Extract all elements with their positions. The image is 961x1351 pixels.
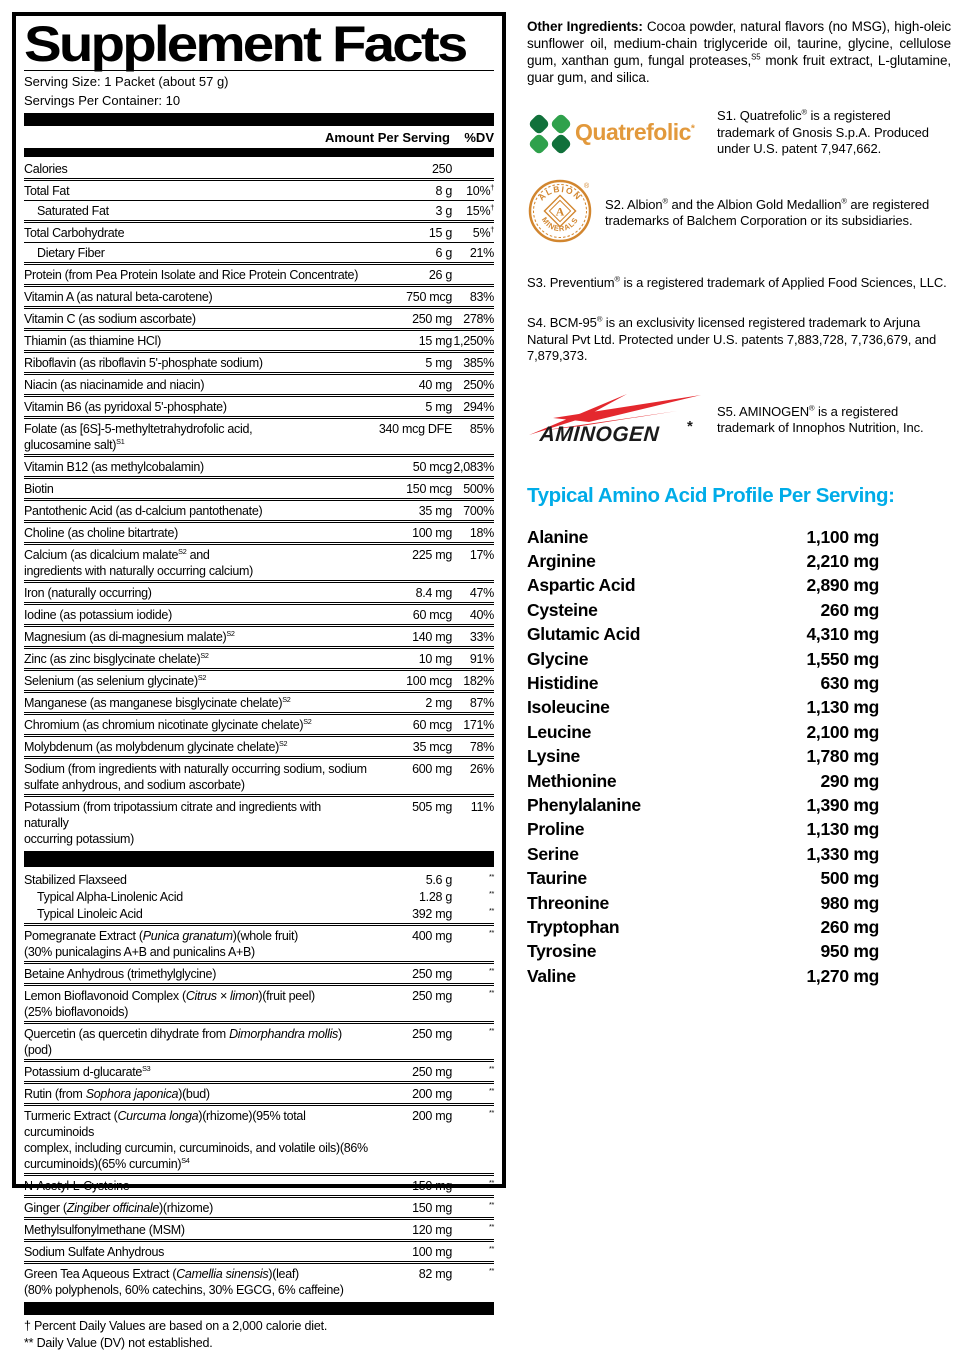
divider-bar [24, 148, 494, 157]
nutrient-amount: 250 mg [372, 966, 452, 982]
nutrient-amount: 100 mg [372, 525, 452, 541]
nutrient-amount: 150 mg [372, 1200, 452, 1216]
trademark-s5-text: S5. AMINOGEN® is a registered trademark of Innophos Nutrition, Inc. [717, 404, 951, 437]
servings-per-container: Servings Per Container: 10 [24, 93, 494, 109]
amino-value: 4,310 mg [806, 622, 879, 646]
amino-value: 1,270 mg [806, 964, 879, 988]
nutrient-name: Pantothenic Acid (as d-calcium pantothenate) [24, 503, 372, 519]
nutrient-name: Vitamin C (as sodium ascorbate) [24, 311, 372, 327]
nutrient-dv: 171% [452, 717, 494, 733]
amino-value: 2,100 mg [806, 720, 879, 744]
nutrient-dv: 33% [452, 629, 494, 645]
nutrient-name: Rutin (from Sophora japonica)(bud) [24, 1086, 372, 1102]
nutrient-row [24, 624, 494, 646]
serving-size: Serving Size: 1 Packet (about 57 g) [24, 74, 494, 90]
nutrient-amount: 100 mg [372, 1244, 452, 1260]
nutrient-row [24, 923, 494, 961]
amino-row [527, 891, 879, 915]
nutrient-dv: ** [452, 1108, 494, 1172]
nutrient-dv: 500% [452, 481, 494, 497]
amino-row [527, 573, 879, 597]
aminogen-asterisk: * [687, 418, 693, 435]
nutrient-name: Biotin [24, 481, 372, 497]
amino-value: 1,550 mg [806, 647, 879, 671]
amino-name: Aspartic Acid [527, 573, 806, 597]
amino-name: Tyrosine [527, 939, 820, 963]
nutrient-amount: 40 mg [372, 377, 452, 393]
amino-value: 290 mg [820, 769, 879, 793]
nutrient-amount: 505 mg [372, 799, 452, 847]
nutrient-amount: 250 mg [372, 1064, 452, 1080]
nutrient-dv: 2,083% [452, 459, 494, 475]
nutrient-name: Riboflavin (as riboflavin 5'-phosphate sodium) [24, 355, 372, 371]
footnote-dv-not-established: ** Daily Value (DV) not established. [24, 1335, 494, 1351]
nutrient-name: N-Acetyl-L-Cysteine [24, 1178, 372, 1194]
nutrient-dv: ** [452, 1244, 494, 1260]
aminogen-wordmark: AMINOGEN [538, 423, 660, 446]
nutrient-amount: 35 mg [372, 503, 452, 519]
nutrient-name: Vitamin A (as natural beta-carotene) [24, 289, 372, 305]
nutrient-dv: ** [452, 1200, 494, 1216]
nutrient-name: Molybdenum (as molybdenum glycinate chelate)$^{S2}$ [24, 739, 372, 755]
nutrient-row [24, 372, 494, 394]
nutrient-dv: 40% [452, 607, 494, 623]
amino-name: Valine [527, 964, 806, 988]
trademark-s3-block [527, 275, 951, 292]
nutrient-row [24, 1261, 494, 1299]
nutrient-amount: 400 mg [372, 928, 452, 960]
right-column [527, 14, 951, 988]
trademark-s1-block [527, 108, 951, 158]
albion-registered-mark: ® [584, 182, 590, 190]
amino-row [527, 720, 879, 744]
nutrient-dv: ** [452, 1178, 494, 1194]
amino-row [527, 671, 879, 695]
trademark-s1-text: S1. Quatrefolic® is a registered trademark of Gnosis S.p.A. Produced under U.S. patent 7,947,662. [717, 108, 951, 158]
nutrient-amount: 15 mg [372, 333, 452, 349]
nutrient-amount: 200 mg [372, 1086, 452, 1102]
nutrient-row [24, 1081, 494, 1103]
amino-value: 1,780 mg [806, 744, 879, 768]
nutrient-dv: ** [452, 928, 494, 960]
nutrient-name: Selenium (as selenium glycinate)$^{S2}$ [24, 673, 372, 689]
nutrient-dv: 26% [452, 761, 494, 793]
nutrient-name: Total Carbohydrate [24, 225, 372, 241]
amino-name: Histidine [527, 671, 820, 695]
nutrient-dv: 5%† [452, 225, 494, 241]
amino-value: 1,130 mg [806, 695, 879, 719]
nutrient-row [24, 1195, 494, 1217]
amino-name: Glycine [527, 647, 806, 671]
nutrient-row [24, 983, 494, 1021]
nutrient-row [24, 350, 494, 372]
nutrient-table-section-2 [24, 870, 494, 1299]
nutrient-amount: 3 g [372, 203, 452, 219]
amino-value: 1,130 mg [806, 817, 879, 841]
nutrient-name: Thiamin (as thiamine HCl) [24, 333, 372, 349]
nutrient-row [24, 668, 494, 690]
nutrient-row [24, 542, 494, 580]
amino-value: 950 mg [820, 939, 879, 963]
column-header-spacer [24, 130, 290, 145]
trademark-s2-block [527, 178, 951, 249]
amino-value: 500 mg [820, 866, 879, 890]
nutrient-amount: 225 mg [372, 547, 452, 579]
amino-name: Cysteine [527, 598, 820, 622]
nutrient-name: Calcium (as dicalcium malate$^{S2}$ and ingredients with naturally occurring calcium) [24, 547, 372, 579]
nutrient-name: Saturated Fat [24, 203, 372, 219]
amino-value: 260 mg [820, 598, 879, 622]
nutrient-amount: 5 mg [372, 355, 452, 371]
column-header-dv: %DV [450, 130, 494, 145]
amino-row [527, 964, 879, 988]
other-ingredients [527, 18, 951, 86]
nutrient-amount: 340 mcg DFE [372, 421, 452, 453]
amino-value: 2,890 mg [806, 573, 879, 597]
nutrient-name: Total Fat [24, 183, 372, 199]
amino-name: Taurine [527, 866, 820, 890]
nutrient-dv: 18% [452, 525, 494, 541]
amino-row [527, 769, 879, 793]
nutrient-row [24, 734, 494, 756]
nutrient-dv: ** [452, 1026, 494, 1058]
nutrient-row [24, 794, 494, 848]
supplement-facts-panel [12, 12, 506, 1188]
nutrient-amount: 82 mg [372, 1266, 452, 1298]
nutrient-name: Potassium d-glucarate$^{S3}$ [24, 1064, 372, 1080]
nutrient-row [24, 1059, 494, 1081]
trademark-s4-block [527, 315, 951, 365]
nutrient-name: Pomegranate Extract (Punica granatum)(whole fruit) (30% punicalagins A+B and punicalins A+B) [24, 928, 372, 960]
nutrient-dv: 385% [452, 355, 494, 371]
nutrient-row [24, 220, 494, 242]
nutrient-row [24, 520, 494, 542]
nutrient-row [24, 1239, 494, 1261]
nutrient-dv: 278% [452, 311, 494, 327]
amino-row [527, 842, 879, 866]
nutrient-amount: 5 mg [372, 399, 452, 415]
amino-row [527, 939, 879, 963]
amino-name: Glutamic Acid [527, 622, 806, 646]
nutrient-row [24, 178, 494, 200]
nutrient-row [24, 1103, 494, 1173]
nutrient-name: Dietary Fiber [24, 245, 372, 261]
amino-row [527, 695, 879, 719]
nutrient-row [24, 646, 494, 668]
nutrient-row [24, 756, 494, 794]
nutrient-dv: 91% [452, 651, 494, 667]
nutrient-dv: 1,250% [452, 333, 494, 349]
amino-acid-list [527, 525, 879, 989]
nutrient-amount: 250 mg [372, 988, 452, 1020]
nutrient-name: Protein (from Pea Protein Isolate and Rice Protein Concentrate) [24, 267, 372, 283]
nutrient-name: Zinc (as zinc bisglycinate chelate)$^{S2}$ [24, 651, 372, 667]
nutrient-dv: ** [452, 1266, 494, 1298]
nutrient-row [24, 159, 494, 178]
nutrient-dv [452, 267, 494, 283]
nutrient-dv: 83% [452, 289, 494, 305]
amino-name: Serine [527, 842, 806, 866]
nutrient-dv: ** [452, 872, 494, 888]
nutrient-row [24, 306, 494, 328]
nutrient-name: Iron (naturally occurring) [24, 585, 372, 601]
panel-title: Supplement Facts [24, 20, 555, 68]
nutrient-row [24, 454, 494, 476]
other-ingredients-text: Cocoa powder, natural flavors (no MSG), high-oleic sunflower oil, medium-chain triglyceride oil, taurine, glycine, cellulose gum, xanthan gum, fungal proteases,$^{S5}$ monk fruit extract, L-glutamine, guar gum, and silica. [527, 19, 951, 85]
amino-row [527, 793, 879, 817]
nutrient-row [24, 1217, 494, 1239]
amino-name: Alanine [527, 525, 806, 549]
nutrient-amount: 600 mg [372, 761, 452, 793]
divider-bar [24, 113, 494, 126]
column-header-amount: Amount Per Serving [290, 130, 450, 145]
albion-logo [527, 178, 593, 249]
amino-row [527, 525, 879, 549]
nutrient-row [24, 416, 494, 454]
nutrient-row [24, 498, 494, 520]
nutrient-dv: 700% [452, 503, 494, 519]
divider-bar [24, 851, 494, 867]
amino-row [527, 549, 879, 573]
quatrefolic-clover-icon [527, 112, 573, 154]
nutrient-name: Magnesium (as di-magnesium malate)$^{S2}$ [24, 629, 372, 645]
amino-value: 1,390 mg [806, 793, 879, 817]
trademark-s5-block [527, 389, 951, 452]
nutrient-name: Ginger (Zingiber officinale)(rhizome) [24, 1200, 372, 1216]
amino-name: Arginine [527, 549, 806, 573]
nutrient-amount: 140 mg [372, 629, 452, 645]
nutrient-row [24, 870, 494, 889]
amino-name: Lysine [527, 744, 806, 768]
nutrient-name: Methylsulfonylmethane (MSM) [24, 1222, 372, 1238]
amino-name: Methionine [527, 769, 820, 793]
amino-name: Leucine [527, 720, 806, 744]
nutrient-name: Typical Linoleic Acid [24, 906, 372, 922]
trademark-s2-text: S2. Albion® and the Albion Gold Medallion® are registered trademarks of Balchem Corporation or its subsidiaries. [605, 197, 951, 230]
aminogen-bolt-icon [527, 389, 705, 447]
amino-value: 2,210 mg [806, 549, 879, 573]
nutrient-amount: 200 mg [372, 1108, 452, 1172]
amino-value: 260 mg [820, 915, 879, 939]
aminogen-logo [527, 389, 705, 452]
nutrient-amount: 392 mg [372, 906, 452, 922]
nutrient-amount: 250 mg [372, 1026, 452, 1058]
amino-name: Threonine [527, 891, 820, 915]
nutrient-row [24, 1021, 494, 1059]
nutrient-name: Turmeric Extract (Curcuma longa)(rhizome)(95% total curcuminoids complex, including curcumin, curcuminoids, and volatile oils)(86% curcuminoids)(65% curcumin)$^{S4}$ [24, 1108, 372, 1172]
nutrient-name: Vitamin B6 (as pyridoxal 5'-phosphate) [24, 399, 372, 415]
nutrient-amount: 1.28 g [372, 889, 452, 905]
albion-top-text: ALBION [536, 183, 584, 202]
nutrient-name: Typical Alpha-Linolenic Acid [24, 889, 372, 905]
amino-row [527, 744, 879, 768]
nutrient-amount: 250 [372, 161, 452, 177]
nutrient-dv: 10%† [452, 183, 494, 199]
nutrient-amount: 5.6 g [372, 872, 452, 888]
quatrefolic-asterisk: * [691, 124, 695, 135]
nutrient-row [24, 200, 494, 220]
quatrefolic-wordmark: Quatrefolic* [575, 119, 694, 146]
nutrient-dv: 85% [452, 421, 494, 453]
nutrient-dv: 250% [452, 377, 494, 393]
amino-value: 1,100 mg [806, 525, 879, 549]
amino-name: Tryptophan [527, 915, 820, 939]
amino-row [527, 598, 879, 622]
nutrient-amount: 750 mcg [372, 289, 452, 305]
nutrient-amount: 100 mcg [372, 673, 452, 689]
nutrient-dv: ** [452, 906, 494, 922]
nutrient-name: Niacin (as niacinamide and niacin) [24, 377, 372, 393]
nutrient-row [24, 712, 494, 734]
nutrient-name: Quercetin (as quercetin dihydrate from Dimorphandra mollis)(pod) [24, 1026, 372, 1058]
amino-name: Proline [527, 817, 806, 841]
amino-name: Phenylalanine [527, 793, 806, 817]
nutrient-name: Lemon Bioflavonoid Complex (Citrus × limon)(fruit peel) (25% bioflavonoids) [24, 988, 372, 1020]
other-ingredients-label: Other Ingredients: [527, 19, 643, 34]
nutrient-dv: ** [452, 1086, 494, 1102]
nutrient-dv: 21% [452, 245, 494, 261]
amino-row [527, 866, 879, 890]
amino-value: 980 mg [820, 891, 879, 915]
amino-row [527, 622, 879, 646]
nutrient-amount: 150 mg [372, 1178, 452, 1194]
nutrient-name: Sodium Sulfate Anhydrous [24, 1244, 372, 1260]
amino-acid-heading: Typical Amino Acid Profile Per Serving: [527, 484, 951, 508]
nutrient-name: Vitamin B12 (as methylcobalamin) [24, 459, 372, 475]
nutrient-row [24, 580, 494, 602]
amino-value: 1,330 mg [806, 842, 879, 866]
amino-row [527, 915, 879, 939]
nutrient-dv: 15%† [452, 203, 494, 219]
albion-medallion-icon [527, 178, 593, 244]
nutrient-amount: 35 mcg [372, 739, 452, 755]
amino-value: 630 mg [820, 671, 879, 695]
nutrient-dv [452, 161, 494, 177]
nutrient-name: Betaine Anhydrous (trimethylglycine) [24, 966, 372, 982]
nutrient-name: Green Tea Aqueous Extract (Camellia sinensis)(leaf) (80% polyphenols, 60% catechins, 30% EGCG, 6% caffeine) [24, 1266, 372, 1298]
nutrient-row [24, 262, 494, 284]
column-header-row [24, 126, 494, 148]
divider-bar [24, 1302, 494, 1315]
nutrient-row [24, 394, 494, 416]
albion-bottom-text: MINERALS [540, 215, 580, 233]
trademark-s3-text: S3. Preventium® is a registered trademark of Applied Food Sciences, LLC. [527, 275, 951, 292]
footnote-daily-values: † Percent Daily Values are based on a 2,000 calorie diet. [24, 1318, 494, 1335]
nutrient-dv: ** [452, 889, 494, 905]
nutrient-amount: 250 mg [372, 311, 452, 327]
nutrient-amount: 8 g [372, 183, 452, 199]
nutrient-row [24, 961, 494, 983]
nutrient-dv: ** [452, 1222, 494, 1238]
nutrient-amount: 15 g [372, 225, 452, 241]
nutrient-dv: ** [452, 1064, 494, 1080]
nutrient-row [24, 476, 494, 498]
nutrient-dv: 182% [452, 673, 494, 689]
nutrient-row [24, 690, 494, 712]
amino-row [527, 817, 879, 841]
nutrient-name: Sodium (from ingredients with naturally occurring sodium, sodium sulfate anhydrous, and sodium ascorbate) [24, 761, 372, 793]
nutrient-dv: 294% [452, 399, 494, 415]
albion-center-letter: A [556, 204, 565, 218]
amino-row [527, 647, 879, 671]
nutrient-dv: 11% [452, 799, 494, 847]
nutrient-dv: 87% [452, 695, 494, 711]
nutrient-amount: 120 mg [372, 1222, 452, 1238]
nutrient-name: Manganese (as manganese bisglycinate chelate)$^{S2}$ [24, 695, 372, 711]
nutrient-dv: ** [452, 966, 494, 982]
nutrient-row [24, 889, 494, 906]
nutrient-amount: 2 mg [372, 695, 452, 711]
nutrient-name: Chromium (as chromium nicotinate glycinate chelate)$^{S2}$ [24, 717, 372, 733]
nutrient-row [24, 1173, 494, 1195]
nutrient-name: Folate (as [6S]-5-methyltetrahydrofolic acid, glucosamine salt)$^{S1}$ [24, 421, 372, 453]
nutrient-dv: 17% [452, 547, 494, 579]
nutrient-name: Iodine (as potassium iodide) [24, 607, 372, 623]
nutrient-amount: 50 mcg [372, 459, 452, 475]
nutrient-row [24, 602, 494, 624]
nutrient-amount: 6 g [372, 245, 452, 261]
nutrient-name: Calories [24, 161, 372, 177]
quatrefolic-logo [527, 112, 705, 154]
nutrient-amount: 150 mcg [372, 481, 452, 497]
nutrient-row [24, 328, 494, 350]
amino-name: Isoleucine [527, 695, 806, 719]
nutrient-name: Potassium (from tripotassium citrate and ingredients with naturally occurring potassium) [24, 799, 372, 847]
nutrient-row [24, 242, 494, 262]
nutrient-table-section-1 [24, 159, 494, 848]
nutrient-row [24, 906, 494, 923]
panel-title-block [24, 20, 494, 71]
nutrient-dv: 47% [452, 585, 494, 601]
nutrient-dv: 78% [452, 739, 494, 755]
nutrient-name: Stabilized Flaxseed [24, 872, 372, 888]
nutrient-amount: 10 mg [372, 651, 452, 667]
nutrient-amount: 8.4 mg [372, 585, 452, 601]
nutrient-amount: 60 mcg [372, 607, 452, 623]
nutrient-amount: 60 mcg [372, 717, 452, 733]
trademark-s4-text: S4. BCM-95® is an exclusivity licensed registered trademark to Arjuna Natural Pvt Ltd. Protected under U.S. patents 7,883,728, 7,736,679, and 7,879,373. [527, 315, 951, 365]
nutrient-row [24, 284, 494, 306]
nutrient-dv: ** [452, 988, 494, 1020]
nutrient-amount: 26 g [372, 267, 452, 283]
nutrient-name: Choline (as choline bitartrate) [24, 525, 372, 541]
